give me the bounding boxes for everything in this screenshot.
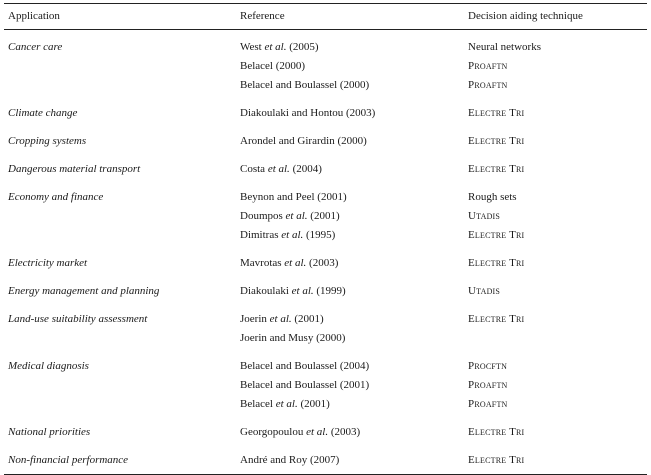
reference-year: (1995): [303, 229, 336, 241]
reference-cell: [240, 182, 468, 248]
technique-cell: [468, 445, 647, 475]
reference-cell: [240, 445, 468, 475]
reference-etal: et al.: [306, 426, 329, 438]
reference-line: [240, 38, 468, 57]
reference-author: Beynon and Peel (2001): [240, 191, 347, 203]
reference-cell: [240, 30, 468, 99]
reference-cell: [240, 276, 468, 304]
reference-author: André and Roy (2007): [240, 454, 340, 466]
reference-etal: et al.: [267, 163, 290, 175]
technique-label: Proaftn: [468, 398, 508, 410]
reference-year: (2003): [306, 257, 339, 269]
application-cell: Land-use suitability assessment: [8, 313, 148, 325]
technique-label: Electre Tri: [468, 426, 525, 438]
reference-etal: et al.: [269, 313, 292, 325]
technique-cell: [468, 276, 647, 304]
table-row: [4, 126, 647, 154]
reference-line: [240, 76, 468, 95]
reference-author: Belacel (2000): [240, 60, 306, 72]
technique-cell: [468, 304, 647, 351]
application-cell: Electricity market: [8, 257, 88, 269]
reference-cell: [240, 304, 468, 351]
reference-year: (2001): [291, 313, 324, 325]
application-cell: Economy and finance: [8, 191, 104, 203]
technique-label: Neural networks: [468, 41, 542, 53]
technique-label: Electre Tri: [468, 135, 525, 147]
table-row: [4, 154, 647, 182]
technique-cell: [468, 98, 647, 126]
reference-author: Belacel and Boulassel (2000): [240, 79, 370, 91]
reference-line: [240, 226, 468, 245]
technique-label: Proaftn: [468, 79, 508, 91]
table-row: [4, 248, 647, 276]
reference-author: West: [240, 41, 265, 53]
reference-cell: [240, 98, 468, 126]
technique-label: Utadis: [468, 210, 501, 222]
application-cell: Dangerous material transport: [8, 163, 141, 175]
reference-etal: et al.: [264, 41, 287, 53]
header-reference: Reference: [240, 4, 468, 30]
table-row: [4, 276, 647, 304]
reference-author: Diakoulaki: [240, 285, 292, 297]
table-row: [4, 182, 647, 248]
reference-line: [240, 160, 468, 179]
reference-line: [240, 357, 468, 376]
technique-label: Proaftn: [468, 379, 508, 391]
table-row: [4, 98, 647, 126]
reference-etal: et al.: [275, 398, 298, 410]
application-cell: Non-financial performance: [4, 445, 240, 475]
reference-line: [240, 207, 468, 226]
header-application: Application: [4, 4, 240, 30]
reference-etal: et al.: [285, 210, 308, 222]
technique-label: Electre Tri: [468, 229, 525, 241]
reference-etal: et al.: [281, 229, 304, 241]
reference-author: Dimitras: [240, 229, 282, 241]
reference-line: [240, 57, 468, 76]
reference-line: [240, 451, 468, 470]
reference-cell: [240, 126, 468, 154]
reference-cell: [240, 154, 468, 182]
application-cell: Energy management and planning: [8, 285, 160, 297]
table-row: [4, 445, 647, 475]
reference-year: (2005): [286, 41, 319, 53]
technique-label: Procftn: [468, 360, 508, 372]
technique-cell: [468, 351, 647, 417]
table-row: [4, 30, 647, 99]
table-header: [4, 4, 647, 30]
technique-cell: [468, 182, 647, 248]
reference-author: Belacel and Boulassel (2001): [240, 379, 370, 391]
technique-cell: [468, 154, 647, 182]
reference-author: Joerin and Musy (2000): [240, 332, 346, 344]
table-row: [4, 304, 647, 351]
reference-line: [240, 310, 468, 329]
table-body: [4, 30, 647, 475]
reference-author: Arondel and Girardin (2000): [240, 135, 367, 147]
reference-author: Costa: [240, 163, 268, 175]
reference-author: Georgopoulou: [240, 426, 307, 438]
technique-label: Electre Tri: [468, 163, 525, 175]
technique-cell: [468, 30, 647, 99]
application-cell: National priorities: [8, 426, 91, 438]
reference-author: Diakoulaki and Hontou (2003): [240, 107, 376, 119]
reference-line: [240, 188, 468, 207]
reference-author: Belacel: [240, 398, 276, 410]
reference-line: [240, 104, 468, 123]
reference-etal: et al.: [284, 257, 307, 269]
reference-author: Doumpos: [240, 210, 286, 222]
reference-year: (1999): [313, 285, 346, 297]
reference-author: Belacel and Boulassel (2004): [240, 360, 370, 372]
reference-etal: et al.: [291, 285, 314, 297]
reference-line: [240, 376, 468, 395]
reference-author: Mavrotas: [240, 257, 285, 269]
reference-line: [240, 423, 468, 442]
reference-cell: [240, 248, 468, 276]
technique-label: Rough sets: [468, 191, 517, 203]
application-cell: Medical diagnosis: [8, 360, 89, 372]
application-cell: Cancer care: [8, 41, 63, 53]
application-cell: Climate change: [8, 107, 78, 119]
table-row: [4, 351, 647, 417]
application-cell: Cropping systems: [8, 135, 87, 147]
reference-line: [240, 329, 468, 348]
header-row: [4, 4, 647, 30]
technique-label: Electre Tri: [468, 313, 525, 325]
table-row: [4, 417, 647, 445]
reference-year: (2001): [307, 210, 340, 222]
reference-cell: [240, 417, 468, 445]
reference-line: [240, 282, 468, 301]
technique-cell: [468, 126, 647, 154]
reference-line: [240, 395, 468, 414]
technique-cell: [468, 417, 647, 445]
technique-label: Electre Tri: [468, 454, 525, 466]
reference-line: [240, 254, 468, 273]
technique-label: Utadis: [468, 285, 501, 297]
reference-year: (2003): [328, 426, 361, 438]
technique-label: Proaftn: [468, 60, 508, 72]
technique-label: Electre Tri: [468, 107, 525, 119]
reference-author: Joerin: [240, 313, 270, 325]
reference-year: (2001): [297, 398, 330, 410]
applications-table: [4, 3, 647, 475]
technique-cell: [468, 248, 647, 276]
reference-cell: [240, 351, 468, 417]
reference-year: (2004): [289, 163, 322, 175]
header-technique: Decision aiding technique: [468, 4, 647, 30]
technique-label: Electre Tri: [468, 257, 525, 269]
reference-line: [240, 132, 468, 151]
